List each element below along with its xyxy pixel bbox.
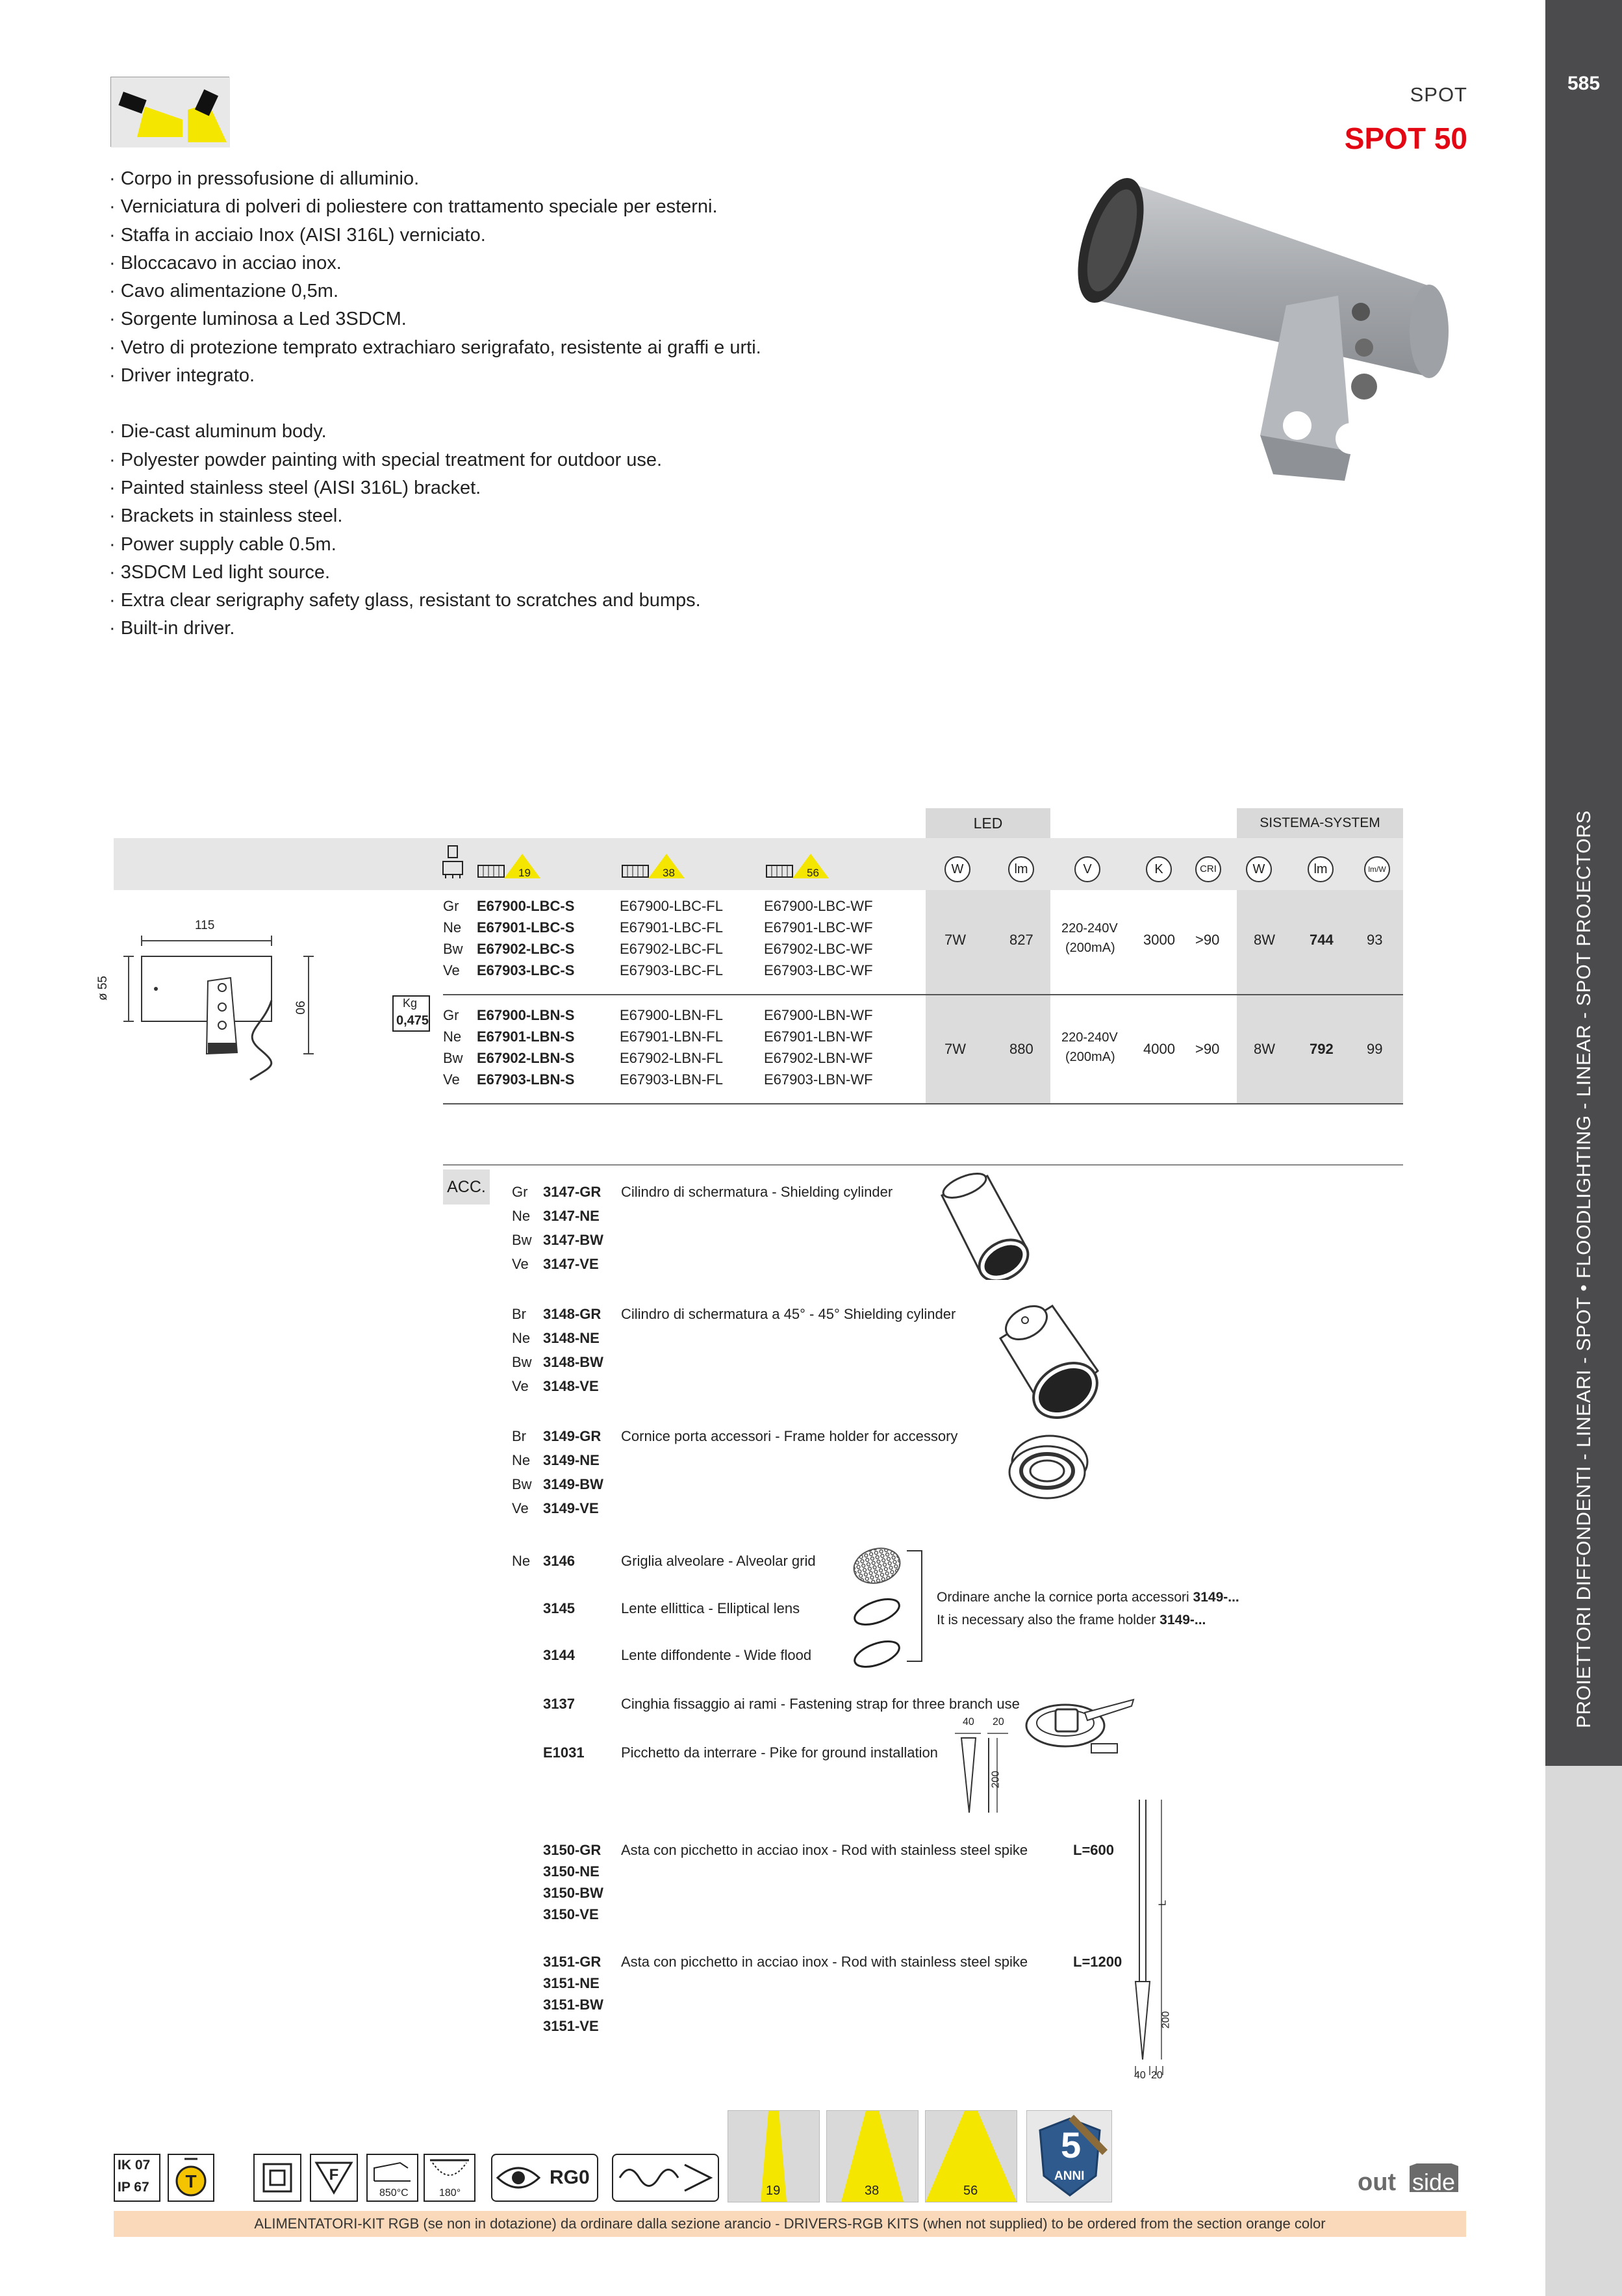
led-watt: 7W	[944, 932, 966, 948]
glow-wire-icon	[366, 2154, 418, 2202]
accessory-code: 3147-GR	[543, 1184, 602, 1200]
weight-icon	[392, 995, 430, 1032]
fixture-icon	[442, 845, 464, 880]
accessory-code: 3148-BW	[543, 1354, 603, 1370]
temperature-icon	[168, 2154, 214, 2202]
product-code: E67903-LBN-WF	[764, 1071, 873, 1088]
accessory-code: 3147-VE	[543, 1256, 599, 1272]
rod-desc: Asta con picchetto in acciao inox - Rod with stainless steel spike	[621, 1842, 1028, 1858]
color-code: Ve	[443, 1071, 460, 1088]
beam-tag-label: 38	[663, 867, 675, 879]
product-code: E67902-LBN-FL	[620, 1050, 723, 1066]
warranty-badge	[1026, 2110, 1112, 2202]
efficacy: 99	[1367, 1041, 1383, 1057]
category-label: SPOT	[1410, 83, 1467, 106]
system-watt-icon: W	[1246, 856, 1272, 882]
system-watt: 8W	[1254, 932, 1275, 948]
accessory-code: 3147-BW	[543, 1232, 603, 1248]
color-code: Ne	[443, 919, 462, 936]
color-code: Bw	[443, 1050, 463, 1066]
accessory-code: 3149-VE	[543, 1500, 599, 1516]
accessory-code: 3144	[543, 1647, 575, 1663]
table-row	[443, 1007, 1403, 1104]
feature-en: · Power supply cable 0.5m.	[109, 531, 761, 559]
color-code: Ne	[443, 1028, 462, 1045]
f-mark-icon	[310, 2154, 358, 2202]
spot-category-icon	[110, 77, 229, 147]
shielding-cylinder-45-image	[987, 1299, 1104, 1423]
dim-diameter: ø 55	[96, 975, 110, 1001]
page-number: 585	[1567, 73, 1601, 94]
system-lumen: 744	[1310, 932, 1334, 948]
product-code: E67903-LBC-S	[477, 962, 575, 978]
brand-logo-part-a: out	[1358, 2169, 1397, 2196]
accessory-code: 3149-NE	[543, 1452, 600, 1468]
feature-en: · 3SDCM Led light source.	[109, 559, 761, 587]
feature-list	[109, 165, 761, 643]
feature-en: · Brackets in stainless steel.	[109, 502, 761, 530]
frame-holder-note-en	[937, 1613, 1206, 1628]
feature-it: · Corpo in pressofusione di alluminio.	[109, 165, 761, 193]
cri: >90	[1195, 1041, 1220, 1057]
feature-it: · Sorgente luminosa a Led 3SDCM.	[109, 305, 761, 333]
led-column-header: LED	[926, 808, 1050, 838]
accessory-desc: Griglia alveolare - Alveolar grid	[621, 1553, 816, 1569]
color-code: Ne	[512, 1452, 531, 1468]
product-code: E67902-LBC-S	[477, 941, 575, 957]
voltage: 220-240V	[1061, 921, 1118, 936]
note-en-prefix: It is necessary also the frame holder	[937, 1613, 1160, 1627]
pike-dim-width-1: 40	[963, 1716, 974, 1728]
led-watt: 7W	[944, 1041, 966, 1057]
color-code: Ve	[512, 1500, 529, 1516]
warranty-years: 5	[1061, 2124, 1082, 2165]
frame-holder-note-it	[937, 1590, 1239, 1605]
beam-tag-label: 56	[807, 867, 819, 879]
footer-note: ALIMENTATORI-KIT RGB (se non in dotazione) da ordinare dalla sezione arancio - DRIVERS-RGB KITS (when not supplied) to be ordered from the section orange color	[114, 2211, 1466, 2237]
pike-dim-height: 200	[990, 1770, 1002, 1789]
color-code: Br	[512, 1306, 526, 1322]
product-code: E67901-LBN-WF	[764, 1028, 873, 1045]
color-code: Bw	[512, 1476, 532, 1492]
feature-it: · Bloccacavo in acciao inox.	[109, 249, 761, 277]
svg-text:F: F	[329, 2166, 339, 2184]
bracket-line	[907, 1550, 922, 1662]
rod-dim-width-1: 40	[1134, 2070, 1146, 2081]
row-divider	[443, 994, 1403, 995]
system-lumen-icon: lm	[1308, 856, 1334, 882]
svg-text:T: T	[185, 2171, 197, 2191]
dim-length: 115	[195, 919, 215, 932]
beam-tag-19	[477, 851, 542, 880]
dimmable-icon	[612, 2154, 719, 2202]
feature-en: · Die-cast aluminum body.	[109, 418, 761, 446]
product-code: E67900-LBN-FL	[620, 1007, 723, 1023]
product-code: E67900-LBC-S	[477, 898, 575, 914]
dimension-drawing	[96, 910, 318, 1117]
lumen-icon: lm	[1008, 856, 1034, 882]
beam-box-label: 38	[865, 2184, 880, 2198]
color-code: Br	[512, 1428, 526, 1444]
rod-length: L=1200	[1073, 1954, 1122, 1970]
product-code: E67903-LBN-FL	[620, 1071, 723, 1088]
class-ii-icon	[253, 2154, 301, 2202]
table-row	[443, 898, 1403, 995]
rod-dim-height: 200	[1160, 2011, 1172, 2029]
glow-wire-label: 850°C	[379, 2188, 409, 2199]
pike-dim-width-2: 20	[993, 1716, 1004, 1728]
product-code: E67902-LBC-FL	[620, 941, 723, 957]
product-code: E67903-LBN-S	[477, 1071, 575, 1088]
note-it-prefix: Ordinare anche la cornice porta accessori	[937, 1590, 1193, 1605]
beam-angle-label: 180°	[439, 2188, 461, 2199]
led-lumen: 880	[1009, 1041, 1033, 1057]
kelvin: 3000	[1143, 932, 1175, 948]
accessory-code: 3137	[543, 1696, 575, 1712]
product-code: E67901-LBC-S	[477, 919, 575, 936]
color-code: Gr	[443, 1007, 459, 1023]
accessory-desc: Cinghia fissaggio ai rami - Fastening strap for three branch use	[621, 1696, 1020, 1712]
beam-box-label: 19	[766, 2184, 781, 2198]
accessory-code: 3149-BW	[543, 1476, 603, 1492]
beam-box-38	[826, 2110, 919, 2202]
watt-icon: W	[944, 856, 970, 882]
risk-group-label: RG0	[550, 2167, 590, 2188]
accessory-code: E1031	[543, 1744, 585, 1761]
product-code: E67903-LBC-WF	[764, 962, 873, 978]
feature-it: · Driver integrato.	[109, 362, 761, 390]
rod-dim-width-2: 20	[1151, 2070, 1163, 2081]
product-code: E67900-LBN-S	[477, 1007, 575, 1023]
feature-it: · Cavo alimentazione 0,5m.	[109, 277, 761, 305]
current: (200mA)	[1065, 1050, 1115, 1064]
rod-dim-length: L	[1157, 1900, 1169, 1906]
kelvin-icon: K	[1146, 856, 1172, 882]
product-code: E67900-LBC-WF	[764, 898, 873, 914]
accessory-code: 3145	[543, 1600, 575, 1616]
efficacy: 93	[1367, 932, 1383, 948]
rod-code: 3151-BW	[543, 1996, 603, 2013]
beam-tag-56	[765, 851, 830, 880]
rod-desc: Asta con picchetto in acciao inox - Rod with stainless steel spike	[621, 1954, 1028, 1970]
accessory-code: 3149-GR	[543, 1428, 602, 1444]
system-lumen: 792	[1310, 1041, 1334, 1057]
color-code: Ve	[512, 1256, 529, 1272]
rod-code: 3151-VE	[543, 2018, 599, 2034]
accessory-desc: Cornice porta accessori - Frame holder for accessory	[621, 1428, 958, 1444]
efficacy-icon: lm/W	[1364, 856, 1390, 882]
brand-logo	[1358, 2163, 1462, 2202]
rod-code: 3151-GR	[543, 1954, 602, 1970]
accessory-desc: Cilindro di schermatura - Shielding cylinder	[621, 1184, 893, 1200]
product-code: E67901-LBN-FL	[620, 1028, 723, 1045]
warranty-label: ANNI	[1054, 2169, 1085, 2183]
rod-code: 3150-BW	[543, 1885, 603, 1901]
beam-tag-label: 19	[518, 867, 531, 879]
color-code: Ne	[512, 1553, 531, 1569]
note-it-code: 3149-...	[1193, 1590, 1239, 1605]
rod-code: 3150-VE	[543, 1906, 599, 1922]
shielding-cylinder-image	[929, 1169, 1033, 1280]
product-code: E67902-LBN-S	[477, 1050, 575, 1066]
led-lumen: 827	[1009, 932, 1033, 948]
feature-en: · Built-in driver.	[109, 615, 761, 643]
color-code: Ne	[512, 1208, 531, 1224]
beam-tag-38	[621, 851, 686, 880]
beam-box-19	[728, 2110, 820, 2202]
sidebar-light	[1545, 1766, 1622, 2296]
product-code: E67900-LBN-WF	[764, 1007, 873, 1023]
feature-it: · Staffa in acciaio Inox (AISI 316L) verniciato.	[109, 222, 761, 249]
product-code: E67901-LBC-WF	[764, 919, 873, 936]
color-code: Gr	[443, 898, 459, 914]
color-code: Ve	[512, 1378, 529, 1394]
rod-code: 3151-NE	[543, 1975, 600, 1991]
system-column-header: SISTEMA-SYSTEM	[1237, 808, 1403, 838]
color-code: Bw	[512, 1232, 532, 1248]
product-code: E67903-LBC-FL	[620, 962, 723, 978]
color-code: Gr	[512, 1184, 528, 1200]
accessories-label: ACC.	[443, 1169, 490, 1205]
accessory-desc: Picchetto da interrare - Pike for ground installation	[621, 1744, 938, 1761]
beam-box-label: 56	[963, 2184, 978, 2198]
feature-en: · Polyester powder painting with special treatment for outdoor use.	[109, 446, 761, 474]
feature-it: · Vetro di protezione temprato extrachiaro serigrafato, resistente ai graffi e urti.	[109, 334, 761, 362]
rod-code: 3150-NE	[543, 1863, 600, 1880]
cri: >90	[1195, 932, 1220, 948]
rod-code: 3150-GR	[543, 1842, 602, 1858]
product-code: E67902-LBN-WF	[764, 1050, 873, 1066]
brand-logo-part-b: side	[1412, 2169, 1456, 2195]
accessory-code: 3146	[543, 1553, 575, 1569]
accessory-code: 3147-NE	[543, 1208, 600, 1224]
color-code: Ne	[512, 1330, 531, 1346]
beam-angle-icon	[424, 2154, 475, 2202]
weight-value: 0,475	[396, 1014, 429, 1028]
rod-group	[543, 1842, 1128, 1933]
color-code: Bw	[443, 941, 463, 957]
volt-icon: V	[1074, 856, 1100, 882]
ground-pike-image	[948, 1716, 1026, 1826]
accessory-desc: Lente diffondente - Wide flood	[621, 1647, 812, 1663]
sidebar-section-title: PROIETTORI DIFFONDENTI - LINEARI - SPOT • FLOODLIGHTING - LINEAR - SPOT PROJECTORS	[1573, 810, 1595, 1728]
note-en-code: 3149-...	[1159, 1613, 1206, 1627]
current: (200mA)	[1065, 941, 1115, 955]
feature-it: · Verniciatura di polveri di poliestere con trattamento speciale per esterni.	[109, 193, 761, 221]
product-title: SPOT 50	[1344, 121, 1467, 155]
frame-holder-image	[1006, 1431, 1090, 1502]
product-code: E67901-LBN-S	[477, 1028, 575, 1045]
voltage: 220-240V	[1061, 1030, 1118, 1045]
system-watt: 8W	[1254, 1041, 1275, 1057]
color-code: Ve	[443, 962, 460, 978]
rod-drawing	[1124, 1800, 1189, 2086]
accessory-code: 3148-VE	[543, 1378, 599, 1394]
rod-length: L=600	[1073, 1842, 1114, 1858]
ik-rating: IK 07	[118, 2158, 151, 2173]
wide-flood-lens-image	[852, 1637, 902, 1671]
accessory-desc: Cilindro di schermatura a 45° - 45° Shielding cylinder	[621, 1306, 956, 1322]
product-code: E67902-LBC-WF	[764, 941, 873, 957]
feature-en: · Extra clear serigraphy safety glass, resistant to scratches and bumps.	[109, 587, 761, 615]
accessory-code: 3148-GR	[543, 1306, 602, 1322]
color-code: Bw	[512, 1354, 532, 1370]
dim-height: 90	[292, 1001, 307, 1015]
kelvin: 4000	[1143, 1041, 1175, 1057]
feature-en: · Painted stainless steel (AISI 316L) bracket.	[109, 474, 761, 502]
fastening-strap-image	[1020, 1687, 1137, 1758]
alveolar-grid-image	[851, 1546, 903, 1585]
cri-icon: CRI	[1195, 856, 1221, 882]
ip-rating: IP 67	[118, 2180, 149, 2195]
accessory-code: 3148-NE	[543, 1330, 600, 1346]
row-divider	[443, 1103, 1403, 1104]
product-code: E67901-LBC-FL	[620, 919, 723, 936]
product-code: E67900-LBC-FL	[620, 898, 723, 914]
accessory-desc: Lente ellittica - Elliptical lens	[621, 1600, 800, 1616]
ik-ip-badge	[114, 2154, 160, 2202]
accessories-divider	[443, 1164, 1403, 1166]
product-image	[1065, 156, 1468, 494]
beam-box-56	[925, 2110, 1017, 2202]
rod-group	[543, 1954, 1128, 2045]
photobiological-icon	[491, 2154, 598, 2202]
weight-unit: Kg	[403, 997, 418, 1010]
elliptical-lens-image	[852, 1595, 902, 1629]
